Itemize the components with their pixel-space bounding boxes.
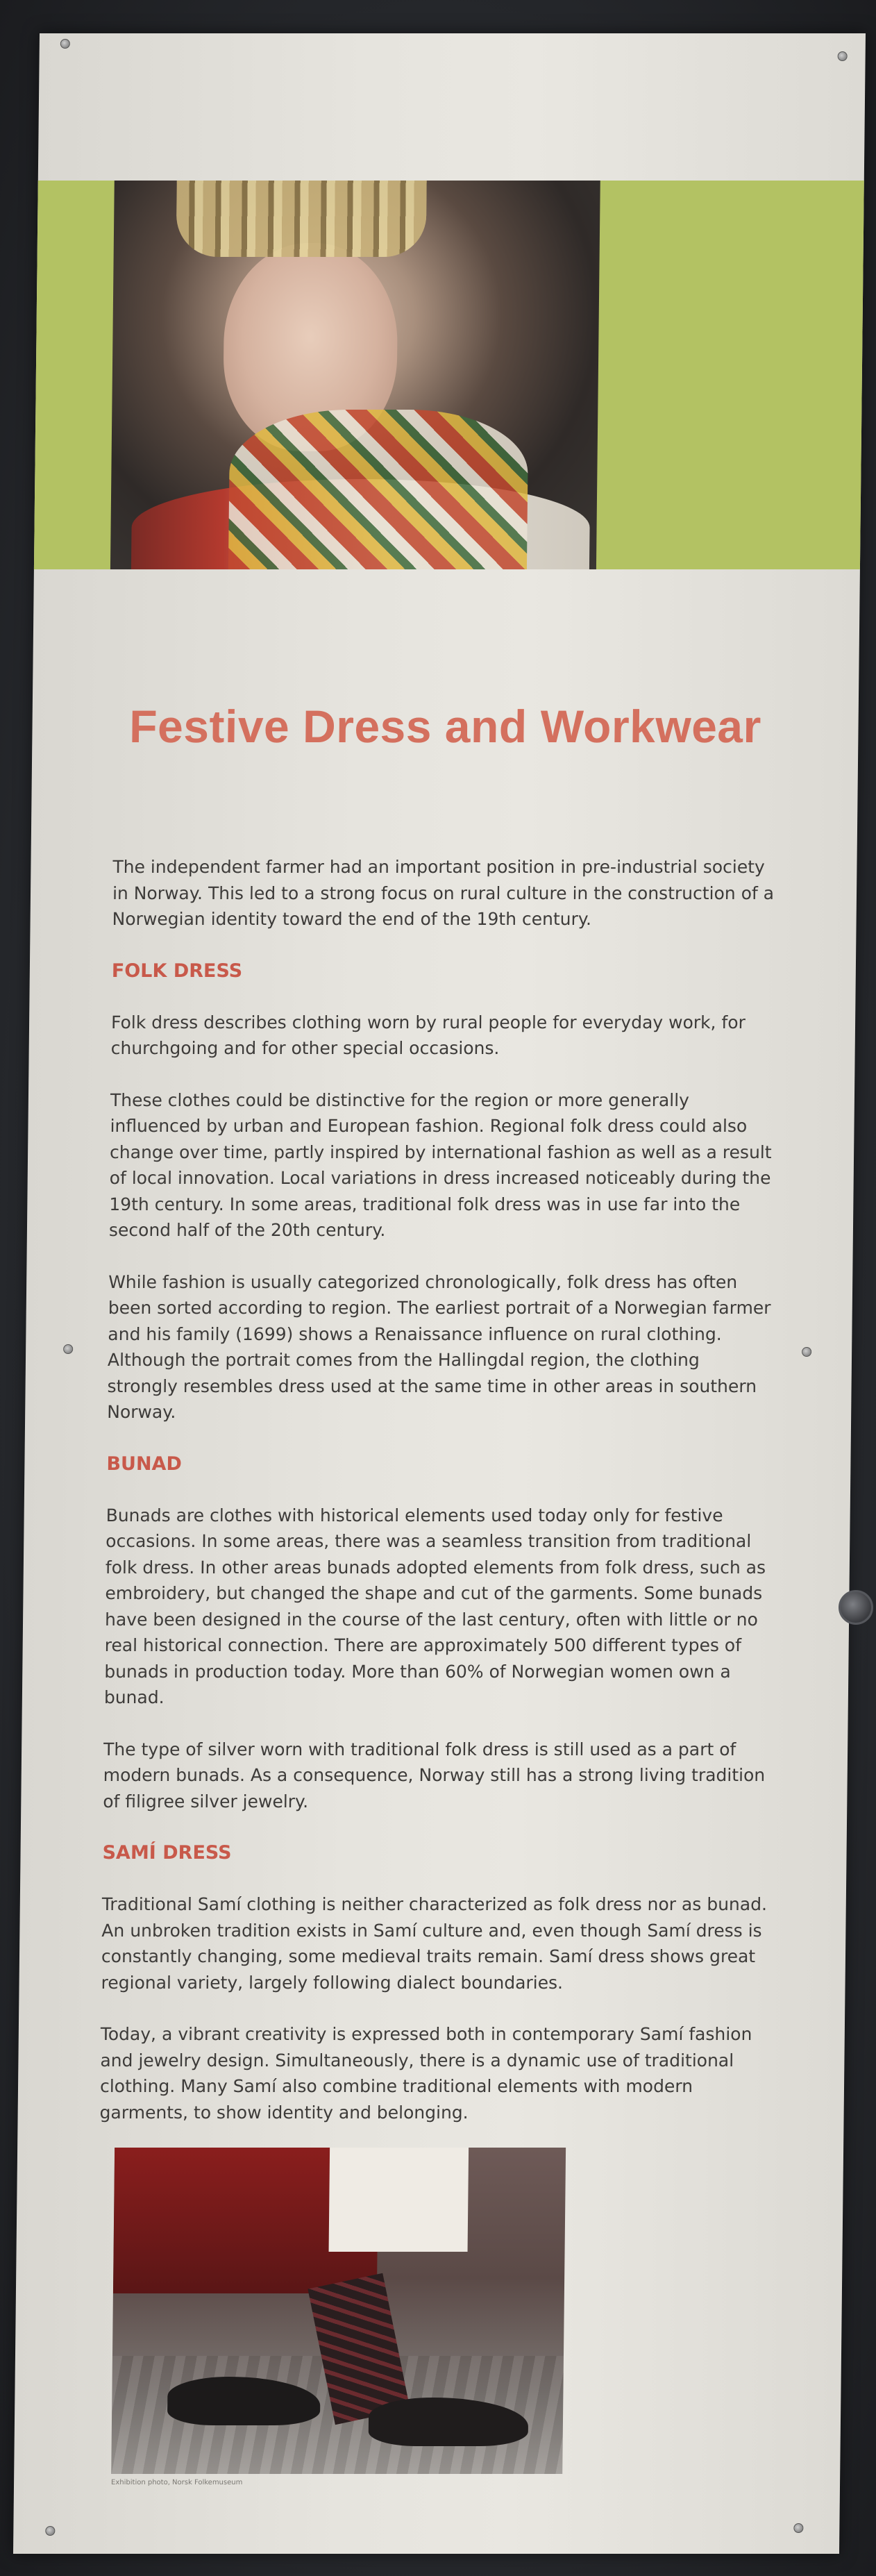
portrait-photo xyxy=(110,181,600,569)
photo-crown-shape xyxy=(176,181,427,257)
exhibition-panel xyxy=(13,33,866,2554)
section-bunad xyxy=(103,1451,773,1815)
screw-icon xyxy=(838,51,848,61)
section-paragraph: Today, a vibrant creativity is expressed both in contemporary Samí fashion and jewelry design. Simultaneously, there is a dynamic use of traditional clothing. Many Samí also combine traditional elements with modern garments, to show identity and belonging. xyxy=(99,2024,752,2123)
section-paragraph: These clothes could be distinctive for the region or more generally influenced by urban and European fashion. Regional folk dress could also change over time, partly inspired by international fashion as well as a result of local innovation. Local variations in dress increased noticeably during the 19th century. In some areas, traditional folk dress was in use far into the second half of the 20th century. xyxy=(108,1089,772,1240)
screw-icon xyxy=(63,1344,73,1354)
section-paragraph: The type of silver worn with traditional folk dress is still used as a part of modern bunads. As a consequence, Norway still has a strong living tradition of filigree silver jewelry. xyxy=(103,1739,766,1812)
panel-body xyxy=(99,854,780,2151)
panel-title: Festive Dress and Workwear xyxy=(128,701,762,752)
section-paragraph: Bunads are clothes with historical elements used today only for festive occasions. In some areas, there was a seamless transition from traditional folk dress. In other areas bunads adopted elements from folk dress, such as embroidery, but changed the shape and cut of the garments. Some bunads have been designed in the course of the last century, often with little or no real historical connection. There are approximately 500 different types of bunads in production today. More than 60% of Norwegian women own a bunad. xyxy=(103,1505,766,1707)
section-paragraph: Folk dress describes clothing worn by rural people for everyday work, for churchgoing and for other special occasions. xyxy=(110,1012,746,1058)
screw-icon xyxy=(802,1347,811,1357)
screw-icon xyxy=(793,2523,803,2533)
section-paragraph: While fashion is usually categorized chronologically, folk dress has often been sorted according to region. The earliest portrait of a Norwegian farmer and his family (1699) shows a Renaissance influence on rural clothing. Although the portrait comes from the Hallingdal region, the clothing strongly resembles dress used at the same time in other areas in southern Norway. xyxy=(107,1271,771,1422)
wall-knob-icon xyxy=(839,1590,873,1625)
section-heading: FOLK DRESS xyxy=(111,960,243,982)
screw-icon xyxy=(45,2526,55,2536)
photo-embroidered-collar xyxy=(228,410,528,569)
intro-paragraph: The independent farmer had an important position in pre-industrial society in Norway. This led to a strong focus on rural culture in the construction of a Norwegian identity toward the end of the 19th century. xyxy=(112,857,775,929)
section-heading: BUNAD xyxy=(106,1453,183,1475)
section-paragraph: Traditional Samí clothing is neither characterized as folk dress nor as bunad. An unbroken tradition exists in Samí culture and, even though Samí dress is constantly changing, some medieval traits remain. Samí dress shows great regional variety, largely following dialect boundaries. xyxy=(101,1894,768,1993)
section-folk-dress xyxy=(107,958,778,1425)
screw-icon xyxy=(60,39,70,49)
section-sami-dress xyxy=(99,1840,768,2125)
photo-apron-shape xyxy=(329,2148,469,2252)
bunad-feet-photo xyxy=(111,2148,566,2474)
photo-credit: Exhibition photo, Norsk Folkemuseum xyxy=(111,2479,243,2486)
section-heading: SAMÍ DRESS xyxy=(102,1842,232,1864)
